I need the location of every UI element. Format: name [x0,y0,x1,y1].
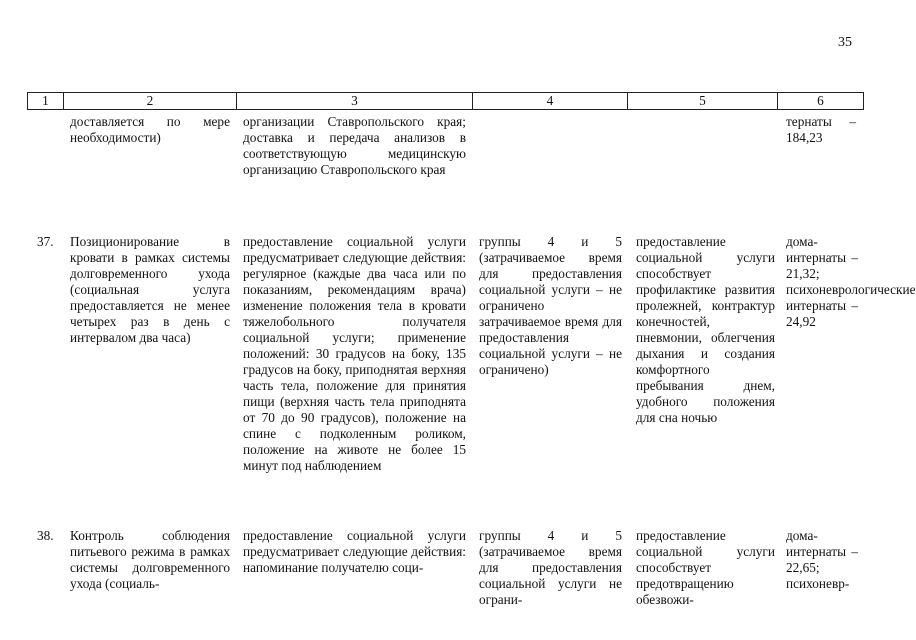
column-header-1: 1 [28,93,64,110]
row-0-col3: организации Ставропольского края; доставка и передача анализов в соответствующую медицинскую организацию Ставропольского края [243,114,466,177]
column-header-row [27,92,864,110]
row-1-col3: предоставление социальной услуги предусматривает следующие действия: регулярное (каждые два часа или по показаниям, рекомендациям врача) изменение положения тела в кровати тяжелобольного получателя социальной услуги; применение положений: 30 градусов на боку, 135 градусов на боку, приподнятая верхняя часть тела, положение для принятия пищи (верхняя часть тела приподнята от 70 до 90 градусов), положение на спине с подколенным роликом, положение на животе не более 15 минут под наблюдением [243,234,466,473]
column-header-3: 3 [237,93,473,110]
row-2-col4: группы 4 и 5 (затрачиваемое время для предоставления социальной услуги не ограни- [479,528,622,607]
column-header-2: 2 [64,93,237,110]
page-number: 35 [838,35,852,50]
row-2-col6: дома-интернаты – 22,65; психоневр- [786,528,858,591]
row-2-number: 38. [37,528,54,543]
column-header-5: 5 [628,93,778,110]
row-1-col5: предоставление социальной услуги способствует профилактике развития пролежней, контрактур конечностей, пневмонии, облегчения дыхания и создания комфортного пребывания днем, удобного положения для сна ночью [636,234,775,425]
column-header-4: 4 [473,93,628,110]
row-2-col2: Контроль соблюдения питьевого режима в рамках системы долговременного ухода (социаль- [70,528,230,591]
row-0-col2: доставляется по мере необходимости) [70,114,230,145]
row-1-col6: дома-интернаты – 21,32; психоневрологические интернаты – 24,92 [786,234,916,329]
row-2-col5: предоставление социальной услуги способствует предотвращению обезвожи- [636,528,775,607]
row-2-col3: предоставление социальной услуги предусматривает следующие действия: напоминание получателю соци- [243,528,466,575]
row-1-number: 37. [37,234,54,249]
column-header-6: 6 [778,93,864,110]
row-1-col2: Позиционирование в кровати в рамках системы долговременного ухода (социальная услуга предоставляется не менее четырех раз в день с интервалом два часа) [70,234,230,345]
row-1-col4: группы 4 и 5 (затрачиваемое время для предоставления социальной услуги – не ограничено затрачиваемое время для предоставления социальной услуги – не ограничено) [479,234,622,377]
row-0-col6: тернаты – 184,23 [786,114,856,145]
